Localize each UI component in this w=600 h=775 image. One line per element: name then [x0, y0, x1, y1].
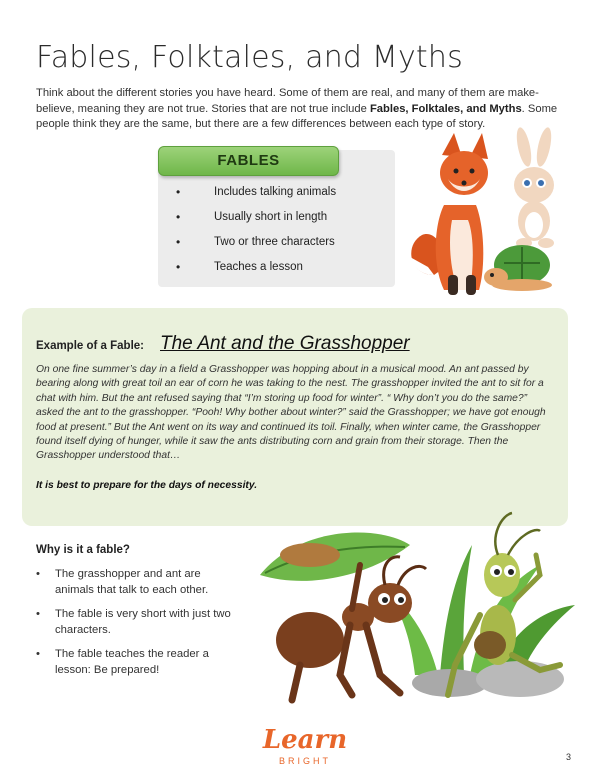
fox-rabbit-turtle-illustration: [404, 125, 582, 305]
fables-list-item: • Two or three characters: [174, 236, 389, 261]
page-title: Fables, Folktales, and Myths: [36, 40, 463, 75]
logo-sub-text: BRIGHT: [278, 756, 332, 766]
page-number: 3: [566, 752, 572, 762]
why-list-item: • The fable teaches the reader a lesson: Be prepared!: [36, 647, 231, 678]
why-heading: Why is it a fable?: [36, 544, 130, 556]
intro-end-text: . Some people think they are the same, but there are a few differences between each type of story.: [36, 102, 558, 130]
intro-text: Think about the different stories you have heard. Some of them are real, and many of them are make-believe, meaning they are not true. Stories that are not true include: [36, 87, 539, 115]
example-moral: It is best to prepare for the days of necessity.: [36, 480, 258, 491]
example-title: The Ant and the Grasshopper: [160, 333, 410, 354]
example-story: On one fine summer’s day in a field a Grasshopper was hopping about in a musical mood. An ant passed by bearing along with great toil an ear of corn he was taking to the nest. The grasshopper invited the ant to sit for a chat with him. But the ant refused saying that “I’m storing up food for winter”. “ Why don’t you do the same?” asked the ant to the grasshopper. “Pooh! Why bother about winter?” said the Grasshopper; we have got enough food at present.” But the Ant went on its way and continued its toil. Finally, when winter came, the Grasshopper found itself dying of hunger, while it saw the ants distributing corn and grain from their storage. Then the Grasshopper understood that…: [36, 364, 546, 462]
fables-list: [174, 186, 389, 286]
example-label: Example of a Fable:: [36, 340, 145, 352]
why-list-item: • The grasshopper and ant are animals that talk to each other.: [36, 567, 231, 598]
learn-bright-logo: [250, 718, 360, 770]
fables-heading: FABLES: [158, 146, 339, 176]
logo-main-text: Learn: [262, 725, 348, 755]
ant-grasshopper-illustration: [240, 505, 580, 715]
intro-bold-text: Fables, Folktales, and Myths: [369, 102, 522, 115]
why-list: [36, 567, 231, 687]
fables-list-item: • Usually short in length: [174, 211, 389, 236]
fables-list-item: • Teaches a lesson: [174, 261, 389, 286]
why-list-item: • The fable is very short with just two characters.: [36, 607, 231, 638]
fables-list-item: • Includes talking animals: [174, 186, 389, 211]
